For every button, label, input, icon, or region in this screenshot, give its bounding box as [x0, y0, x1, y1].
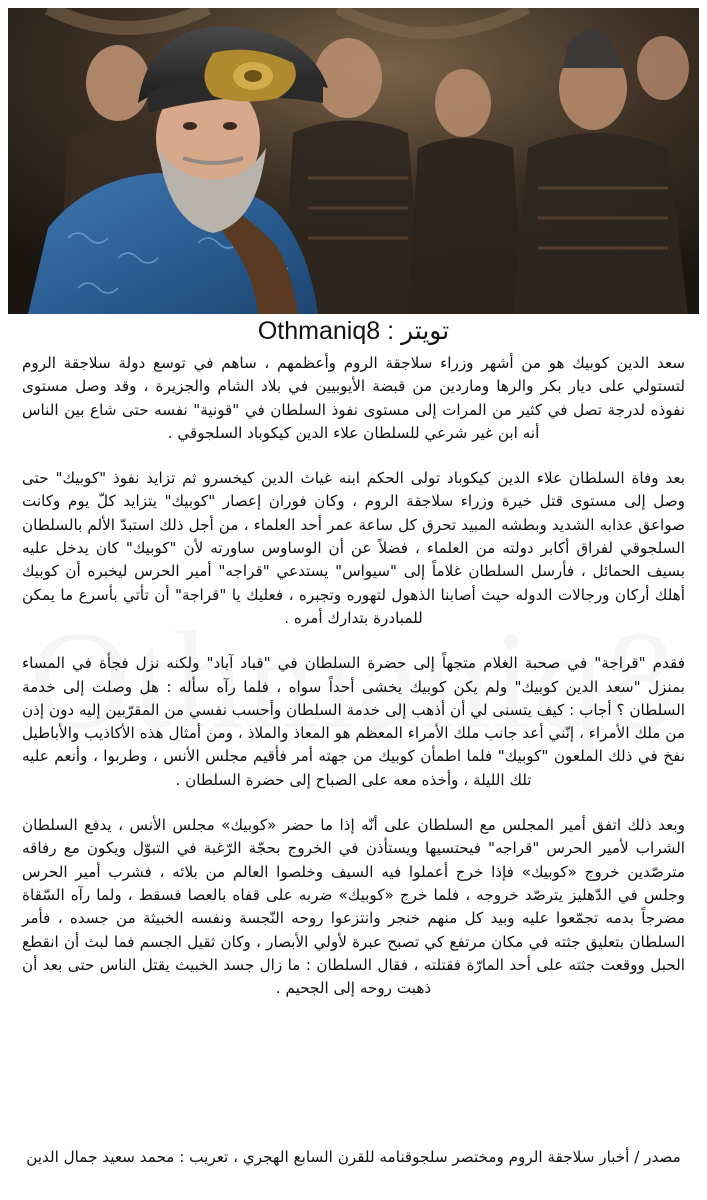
paragraph-3: فقدم "قراجة" في صحبة الغلام متجهاً إلى حضرة السلطان في "قباد آباد" ولكنه نزل فجأة في المساء بمنزل "سعد الدين كوبيك" ولم يكن كوبيك يخشى أحداً سواه ، فلما رآه سأله : هل وصلت إلى خدمة السلطان ؟ أجاب : كيف يتسنى لي أن أذهب إلى خدمة السلطان وأحسب نفسي من المقرّبين إليه دون إذن من ملك الأمراء ، إنّني أعد جانب ملك الأمراء المعظم هو المعاذ والملاذ ، ومن أمثال هذه الأكاذيب والأباطيل نفخ في ذلك الملعون "كوبيك" فلما اطمأن كوبيك من جهته أمر فأقيم مجلس الأنس ، وطربوا ، وأنعم عليه تلك الليلة ، وأخذه معه على الصباح إلى حضرة السلطان .	[21, 654, 685, 789]
source-citation: مصدر / أخبار سلاجقة الروم ومختصر سلجوقنامه للقرن السابع الهجري ، تعريب : محمد سعيد جمال الدين	[26, 1148, 681, 1166]
photo-illustration	[8, 8, 699, 314]
paragraph-1: سعد الدين كوبيك هو من أشهر وزراء سلاجقة الروم وأعظمهم ، ساهم في توسع دولة سلاجقة الروم لتستولي على ديار بكر والرها وماردين من قبضة الأيوبيين في بلاد الشام والجزيرة ، وقد وصل مستوى نفوذه لدرجة تصل في كثير من المرات إلى مستوى نفوذ السلطان في "قونية" نفسه حتى شاع بين الناس أنه ابن غير شرعي للسلطان علاء الدين كيكوباد السلجوقي .	[22, 354, 685, 442]
paragraph-4: وبعد ذلك اتفق أمير المجلس مع السلطان على أنّه إذا ما حضر «كوبيك» مجلس الأنس ، يدفع السلطان الشراب لأمير الحرس "قراجه" فيحتسيها ويستأذن في الخروج بحجّة الرّغبة في التبوّل ويكون مع رفاقه مترصّدين خروج «كوبيك» فإذا خرج أعملوا فيه السيف وخلصوا العالم من بلائه ، فشرب أمير الحرس وجلس في الدّهليز يترصّد خروجه ، فلما خرج «كوبيك» ضربه على قفاه بالعصا فسقط ، ولما رآه السّقاة مضرجاً بدمه تجمّعوا عليه وبيد كل منهم خنجر وانتزعوا روحه النّجسة ونفسه الخبيثة من جسده ، فأمر السلطان بتعليق جثته في مكان مرتفع كي تصبح عبرة لأولي الأبصار ، وكان ثقيل الجسم فما لبث أن انقطع الحبل ووقعت جثته على أحد المارّة فقتلته ، فقال السلطان : ما زال جسد الخبيث يقتل الناس حتى بعد أن ذهبت روحه إلى الجحيم .	[22, 816, 685, 998]
twitter-handle: تويتر : Othmaniq8	[257, 317, 450, 345]
paragraph-2: بعد وفاة السلطان علاء الدين كيكوباد تولى الحكم ابنه غياث الدين كيخسرو ثم تزايد نفوذ "كوبيك" حتى وصل إلى مستوى قتل خيرة وزراء سلاجقة الروم ، وكان فوران إعصار "كوبيك" يتزايد كلّ يوم وكانت صواعق عذابه الشديد وبطشه المبيد تحرق كل ساعة عمر أحد العلماء ، من أجل ذلك استبدّ الألم بالسلطان السلجوقي لفراق أكابر دولته من العلماء ، فضلاً عن أن الوساوس ساورته لأن "كوبيك" كان يدخل عليه بسيف الحمائل ، فأرسل السلطان غلاماً إلى "سيواس" يستدعي "قراجه" أمير الحرس ليخبره أن كوبيك أهلك أركان ورجالات الدوله حيث أصابنا الذهول لتهوره وتجبره ، فعليك يا "قراجة" أن تأتي بأسرع ما يمكن للمبادرة بتدارك أمره .	[22, 469, 685, 627]
article-body	[22, 352, 685, 1022]
header-photo	[8, 8, 699, 314]
